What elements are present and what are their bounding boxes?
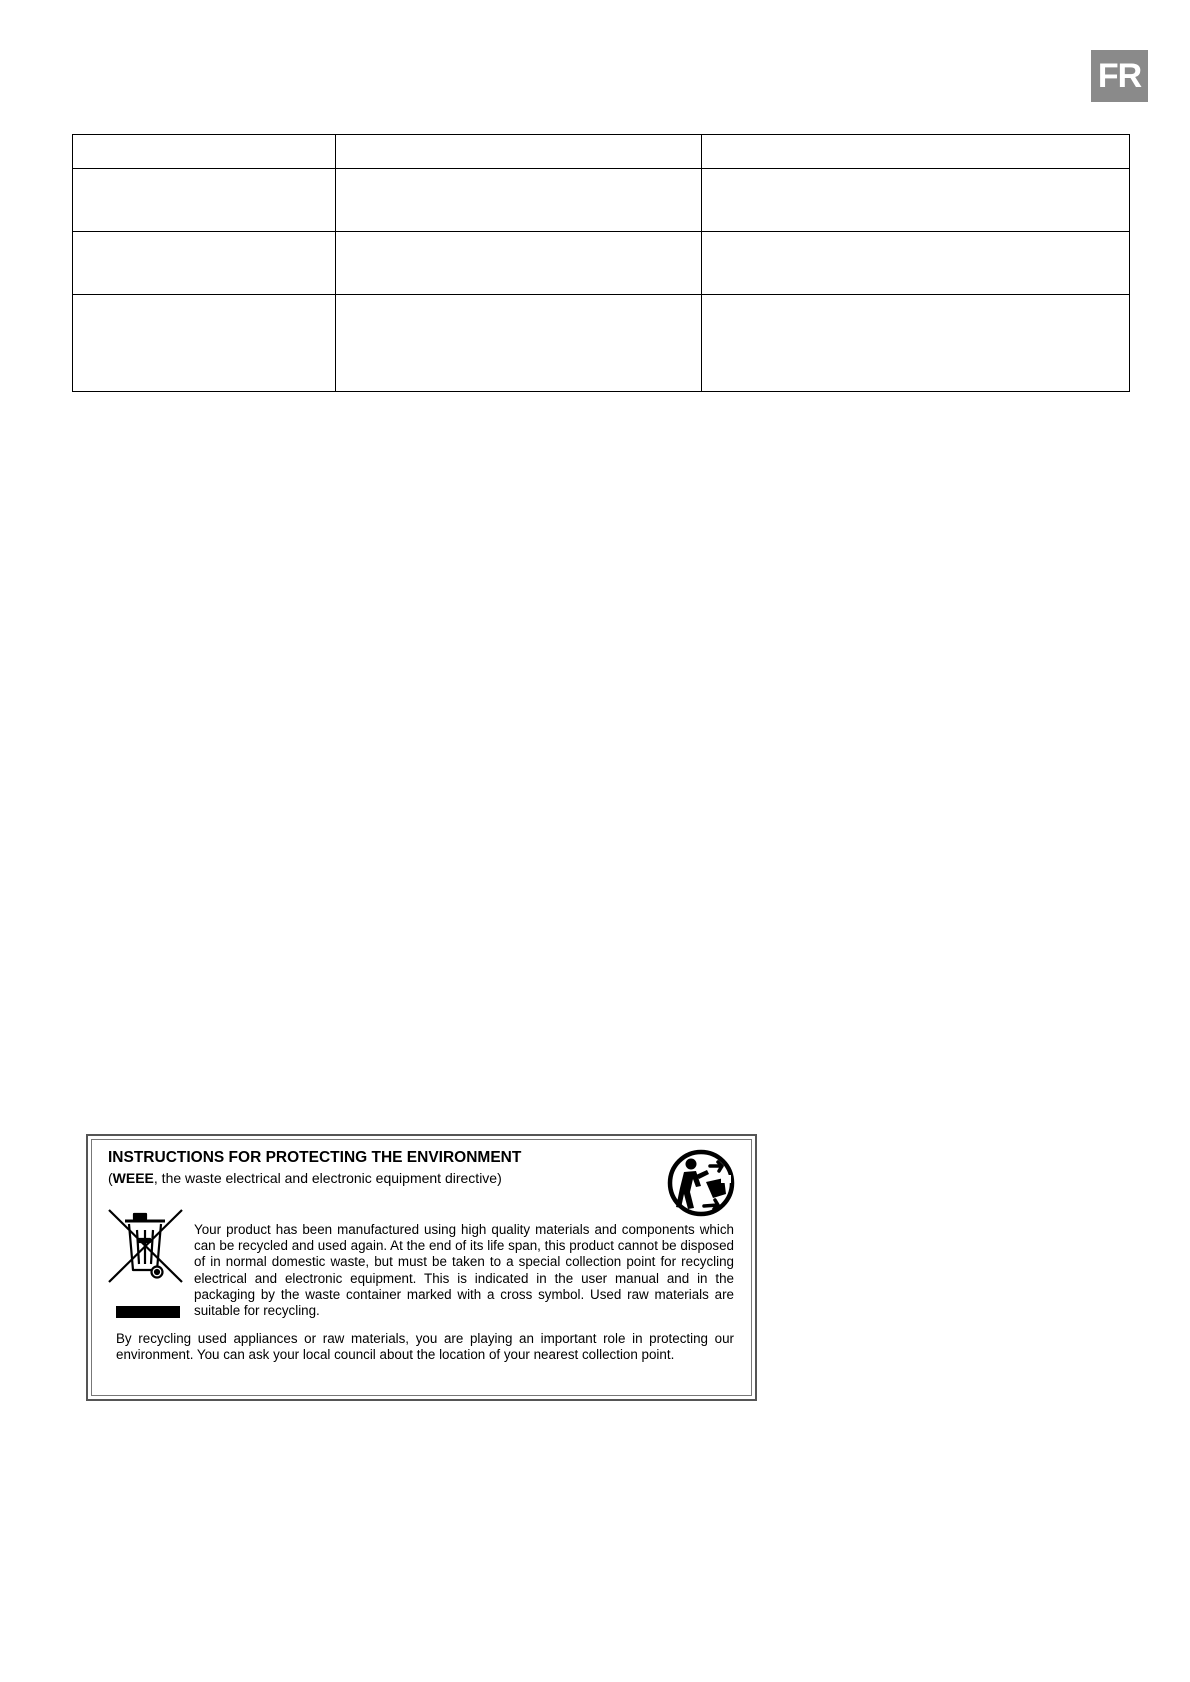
table-cell: [73, 232, 336, 295]
table-row: [73, 135, 1130, 169]
table-cell: [702, 169, 1130, 232]
subtitle-rest: , the waste electrical and electronic equipment directive): [153, 1170, 502, 1186]
environment-notice-paragraph-1: Your product has been manufactured using high quality materials and components which can be recycled and used again. At the end of its life span, this product cannot be disposed of in normal domestic waste, but must be taken to a special collection point for recycling electrical and electronic equipment. This is indicated in the user manual and in the packaging by the waste container marked with a cross symbol. Used raw materials are suitable for recycling.: [194, 1222, 734, 1319]
table-row: [73, 295, 1130, 392]
table-cell: [73, 169, 336, 232]
triman-recycling-icon: [666, 1148, 736, 1218]
crossed-out-bin-bar: [116, 1306, 180, 1318]
table-cell: [73, 135, 336, 169]
table-row: [73, 232, 1130, 295]
table-row: [73, 169, 1130, 232]
spec-table: [72, 134, 1130, 392]
table-cell: [336, 295, 702, 392]
subtitle-weee: WEEE: [112, 1170, 154, 1186]
environment-notice-paragraph-2: By recycling used appliances or raw materials, you are playing an important role in protecting our environment. You can ask your local council about the location of your nearest collection point.: [116, 1331, 734, 1363]
language-badge: FR: [1091, 50, 1148, 102]
table-cell: [73, 295, 336, 392]
table-cell: [702, 135, 1130, 169]
environment-notice-subtitle: [108, 1170, 502, 1187]
environment-notice-title: INSTRUCTIONS FOR PROTECTING THE ENVIRONMENT: [108, 1149, 522, 1166]
table-cell: [336, 169, 702, 232]
crossed-out-bin-icon: [107, 1208, 185, 1284]
table-cell: [336, 135, 702, 169]
subtitle-open-paren: (: [108, 1170, 113, 1186]
table-cell: [702, 232, 1130, 295]
table-cell: [336, 232, 702, 295]
table-cell: [702, 295, 1130, 392]
